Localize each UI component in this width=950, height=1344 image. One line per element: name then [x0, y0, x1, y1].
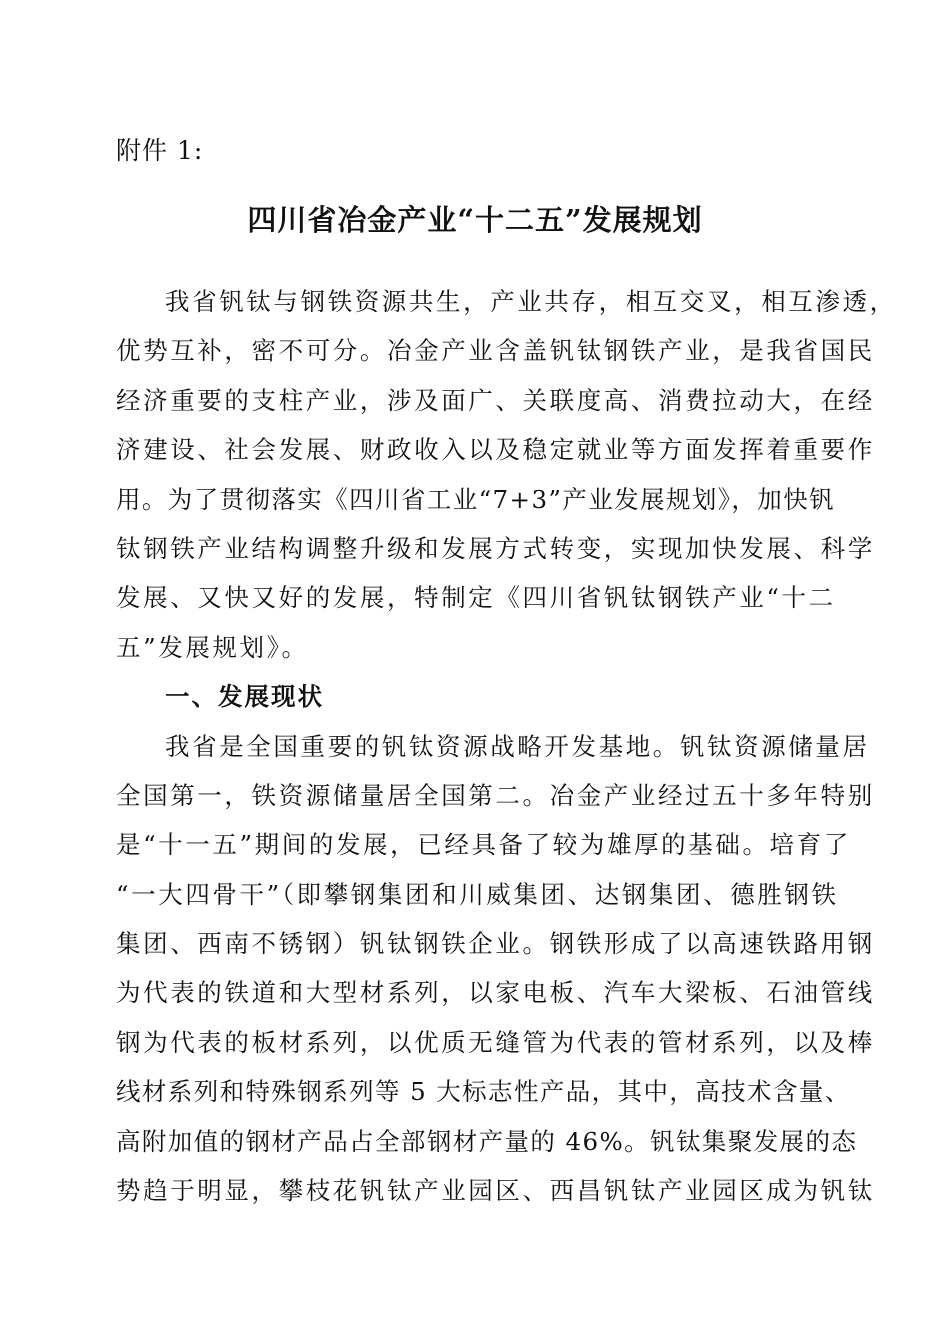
- paragraph-line: 我省钒钛与钢铁资源共生，产业共存，相互交叉，相互渗透，: [165, 287, 897, 316]
- paragraph-line: 济建设、社会发展、财政收入以及稳定就业等方面发挥着重要作: [116, 435, 875, 465]
- section-heading: 一、发展现状: [165, 682, 324, 712]
- paragraph-line: 是“十一五”期间的发展，已经具备了较为雄厚的基础。培育了: [116, 830, 851, 860]
- paragraph-line: 为代表的铁道和大型材系列，以家电板、汽车大梁板、石油管线: [116, 978, 875, 1008]
- paragraph-line: 全国第一，铁资源储量居全国第二。冶金产业经过五十多年特别: [116, 780, 875, 810]
- paragraph-line: 五”发展规划》。: [116, 632, 309, 662]
- paragraph-line: 优势互补，密不可分。冶金产业含盖钒钛钢铁产业，是我省国民: [116, 336, 875, 366]
- paragraph-line: 钛钢铁产业结构调整升级和发展方式转变，实现加快发展、科学: [116, 533, 875, 563]
- paragraph-line: 势趋于明显，攀枝花钒钛产业园区、西昌钒钛产业园区成为钒钛: [116, 1176, 875, 1206]
- paragraph-line: 钢为代表的板材系列，以优质无缝管为代表的管材系列，以及棒: [116, 1027, 875, 1057]
- paragraph-line: 线材系列和特殊钢系列等 5 大标志性产品，其中，高技术含量、: [116, 1077, 851, 1107]
- paragraph-status: [116, 722, 875, 1216]
- paragraph-line: 发展、又快又好的发展，特制定《四川省钒钛钢铁产业“十二: [116, 583, 836, 613]
- paragraph-line: 集团、西南不锈钢）钒钛钢铁企业。钢铁形成了以高速铁路用钢: [116, 929, 875, 959]
- paragraph-line: 高附加值的钢材产品占全部钢材产量的 46%。钒钛集聚发展的态: [116, 1126, 858, 1156]
- paragraph-line: 我省是全国重要的钒钛资源战略开发基地。钒钛资源储量居: [165, 731, 870, 761]
- paragraph-line: “一大四骨干”（即攀钢集团和川威集团、达钢集团、德胜钢铁: [116, 879, 839, 909]
- attachment-label: 附件 1:: [116, 136, 204, 165]
- document-body: [116, 277, 897, 1215]
- paragraph-line: 用。为了贯彻落实《四川省工业“7+3”产业发展规划》，加快钒: [116, 484, 836, 514]
- document-title: 四川省冶金产业“十二五”发展规划: [247, 203, 703, 237]
- paragraph-line: 经济重要的支柱产业，涉及面广、关联度高、消费拉动大，在经: [116, 385, 875, 415]
- paragraph-intro: [116, 277, 897, 672]
